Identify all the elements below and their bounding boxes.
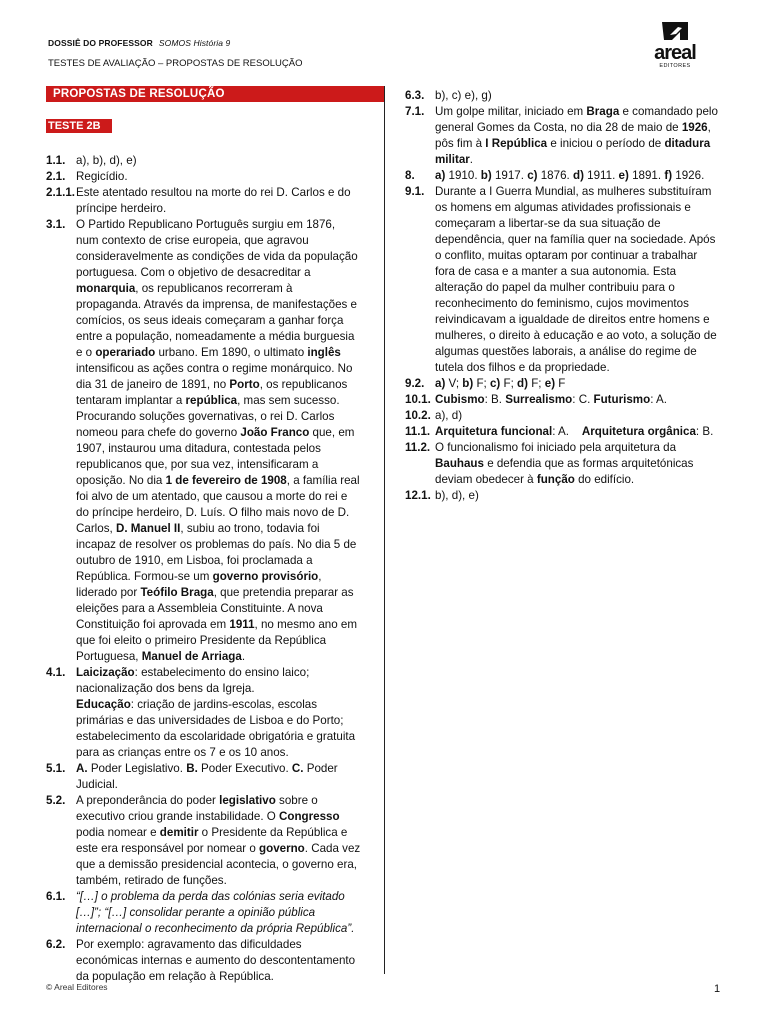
answer-text: Este atentado resultou na morte do rei D. Carlos e do príncipe herdeiro. bbox=[76, 186, 351, 215]
question-number: 5.1. bbox=[46, 762, 66, 775]
bird-logo-icon bbox=[660, 20, 690, 44]
answer-text: a), b), d), e) bbox=[76, 154, 137, 167]
question-number: 2.1.1. bbox=[46, 186, 76, 199]
question-number: 11.1. bbox=[405, 425, 431, 438]
question-number: 6.1. bbox=[46, 890, 66, 903]
question-number: 3.1. bbox=[46, 218, 66, 231]
answer-text: b), c) e), g) bbox=[435, 89, 492, 102]
column-divider bbox=[384, 86, 385, 974]
answer-10-1 bbox=[405, 392, 725, 408]
question-number: 12.1. bbox=[405, 489, 431, 502]
answer-text: “[…] o problema da perda das colónias seria evitado […]”; “[…] consolidar perante a opinião pública internacional o reconhecimento da própria República”. bbox=[76, 890, 355, 935]
answer-text: a) 1910. b) 1917. c) 1876. d) 1911. e) 1891. f) 1926. bbox=[435, 169, 705, 182]
question-number: 6.3. bbox=[405, 89, 425, 102]
question-number: 2.1. bbox=[46, 170, 66, 183]
question-number: 4.1. bbox=[46, 666, 66, 679]
page-number: 1 bbox=[714, 983, 721, 995]
answer-text: Durante a I Guerra Mundial, as mulheres substituíram os homens em algumas atividades profissionais e começaram a libertar-se da sua situação de dependência, quer na família quer na sociedade. Após o conflito, muitas optaram por continuar a trabalhar fora de casa e a manter a sua autonomia. Esta alteração do papel da mulher contribuiu para o reconhecimento do feminismo, cujos movimentos reivindicavam a igualdade de direitos entre homens e mulheres, o direito à educação e ao voto, a solução de algumas questões laborais, a análise do regime de tutela dos filhos e da propriedade. bbox=[435, 185, 717, 374]
answer-11-1 bbox=[405, 424, 725, 440]
answer-6-3 bbox=[405, 88, 725, 104]
answer-text: A. Poder Legislativo. B. Poder Executivo. C. Poder Judicial. bbox=[76, 762, 338, 791]
question-number: 7.1. bbox=[405, 105, 425, 118]
answer-6-2 bbox=[46, 937, 380, 985]
left-column bbox=[46, 153, 380, 985]
book-title: SOMOS História 9 bbox=[158, 38, 231, 48]
test-label: TESTE 2B bbox=[46, 119, 112, 133]
question-number: 5.2. bbox=[46, 794, 66, 807]
answer-9-2 bbox=[405, 376, 725, 392]
answer-text: Um golpe militar, iniciado em Braga e comandado pelo general Gomes da Costa, no dia 28 de maio de 1926, pôs fim à I República e iniciou o período de ditadura militar. bbox=[435, 105, 718, 166]
logo-wordmark: areal bbox=[654, 42, 696, 64]
dossier-header bbox=[48, 38, 230, 48]
question-number: 8. bbox=[405, 169, 415, 182]
answer-2-1-1 bbox=[46, 185, 380, 217]
answer-text: Regicídio. bbox=[76, 170, 128, 183]
answer-text: Laicização: estabelecimento do ensino laico; nacionalização dos bens da Igreja. Educação: criação de jardins-escolas, escolas primárias e das universidades de Lisboa e do Porto; estabelecimento da escolaridade obrigatória e gratuita para as crianças entre os 7 e os 10 anos. bbox=[76, 666, 356, 759]
right-column bbox=[405, 88, 725, 504]
logo-subtext: EDITORES bbox=[659, 63, 691, 69]
answer-text: Por exemplo: agravamento das dificuldades económicas internas e aumento do descontentamento da população em relação à República. bbox=[76, 938, 356, 983]
answer-text: a), d) bbox=[435, 409, 463, 422]
answer-8 bbox=[405, 168, 725, 184]
question-number: 6.2. bbox=[46, 938, 66, 951]
answer-text: Cubismo: B. Surrealismo: C. Futurismo: A. bbox=[435, 393, 667, 406]
answer-5-1 bbox=[46, 761, 380, 793]
areal-logo bbox=[644, 20, 706, 74]
answer-1-1 bbox=[46, 153, 380, 169]
answer-12-1 bbox=[405, 488, 725, 504]
answer-7-1 bbox=[405, 104, 725, 168]
question-number: 9.2. bbox=[405, 377, 425, 390]
answer-text: A preponderância do poder legislativo sobre o executivo criou grande instabilidade. O Congresso podia nomear e demitir o Presidente da República e este era responsável por nomear o governo. Cada vez que a demissão presidencial acontecia, o governo era, também, retirado de funções. bbox=[76, 794, 361, 887]
question-number: 10.1. bbox=[405, 393, 431, 406]
answer-6-1 bbox=[46, 889, 380, 937]
question-number: 1.1. bbox=[46, 154, 66, 167]
dossier-title: DOSSIÊ DO PROFESSOR bbox=[48, 38, 153, 48]
question-number: 11.2. bbox=[405, 441, 431, 454]
answer-3-1 bbox=[46, 217, 380, 665]
answer-text: O Partido Republicano Português surgiu em 1876, num contexto de crise europeia, que agravou consideravelmente as condições de vida da população portuguesa. Com o objetivo de desacreditar a monarquia, os republicanos recorreram à propaganda. Através da imprensa, de manifestações e comícios, os seus ideais começaram a ganhar força entre a população, nomeadamente a média burguesia e o operariado urbano. Em 1890, o ultimato inglês intensificou as ações contra o regime monárquico. No dia 31 de janeiro de 1891, no Porto, os republicanos tentaram implantar a república, mas sem sucesso. Procurando soluções governativas, o rei D. Carlos nomeou para chefe do governo João Franco que, em 1907, instaurou uma ditadura, contestada pelos republicanos que, por sua vez, intensificaram a oposição. No dia 1 de fevereiro de 1908, a família real foi alvo de um atentado, que causou a morte do rei e do príncipe herdeiro, D. Luís. O filho mais novo de D. Carlos, D. Manuel II, subiu ao trono, todavia foi incapaz de resolver os problemas do país. No dia 5 de outubro de 1910, em Lisboa, foi proclamada a República. Formou-se um governo provisório, liderado por Teófilo Braga, que pretendia preparar as eleições para a Assembleia Constituinte. A nova Constituição foi aprovada em 1911, no mesmo ano em que foi eleito o primeiro Presidente da República Portuguesa, Manuel de Arriaga. bbox=[76, 218, 360, 663]
answer-2-1 bbox=[46, 169, 380, 185]
answer-11-2 bbox=[405, 440, 725, 488]
copyright-footer: © Areal Editores bbox=[46, 982, 108, 992]
section-banner: PROPOSTAS DE RESOLUÇÃO bbox=[46, 86, 384, 102]
answer-text: Arquitetura funcional: A. Arquitetura orgânica: B. bbox=[435, 425, 714, 438]
answer-10-2 bbox=[405, 408, 725, 424]
answer-text: b), d), e) bbox=[435, 489, 479, 502]
answer-9-1 bbox=[405, 184, 725, 376]
answer-4-1 bbox=[46, 665, 380, 761]
question-number: 10.2. bbox=[405, 409, 431, 422]
answer-5-2 bbox=[46, 793, 380, 889]
document-subtitle: TESTES DE AVALIAÇÃO – PROPOSTAS DE RESOLUÇÃO bbox=[48, 58, 303, 69]
answer-text: a) V; b) F; c) F; d) F; e) F bbox=[435, 377, 566, 390]
question-number: 9.1. bbox=[405, 185, 425, 198]
answer-text: O funcionalismo foi iniciado pela arquitetura da Bauhaus e defendia que as formas arquitetónicas deviam obedecer à função do edifício. bbox=[435, 441, 694, 486]
